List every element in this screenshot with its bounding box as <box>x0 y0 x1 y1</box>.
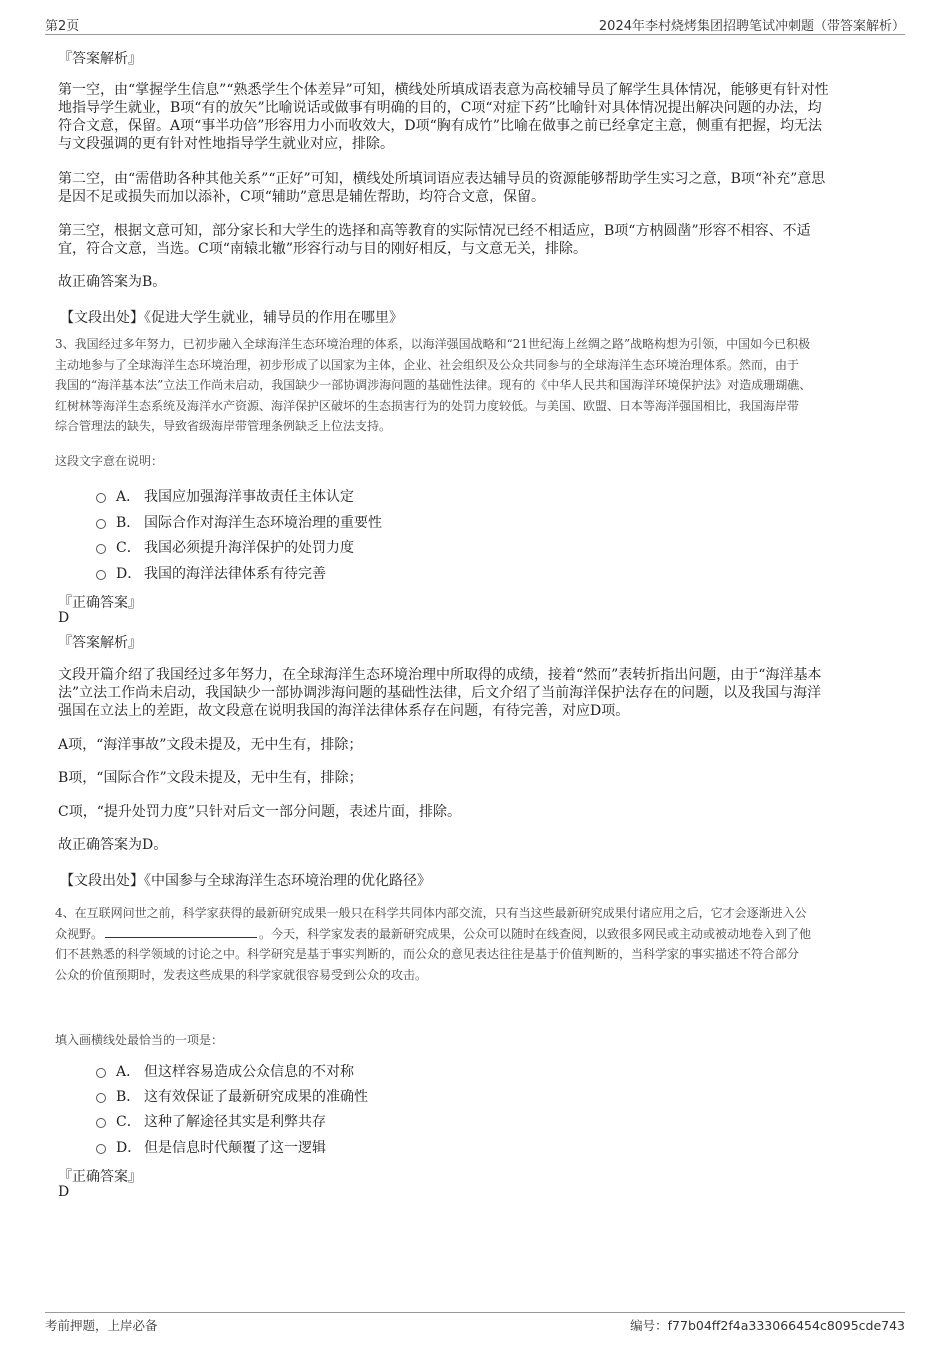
q4-option-a[interactable]: A． 但这样容易造成公众信息的不对称 <box>96 1061 354 1081</box>
q4-answer-value: D <box>58 1184 70 1200</box>
q3-explanation-c: C项，“提升处罚力度”只针对后文一部分问题，表述片面，排除。 <box>58 804 462 820</box>
q2-source: 【文段出处】《促进大学生就业，辅导员的作用在哪里》 <box>60 310 403 326</box>
q4-question-text: 4、在互联网问世之前，科学家获得的最新研究成果一般只在科学共同体内部交流，只有当这些最新研究成果付诸应用之后，它才会逐渐进入公 众视野。 。今天，科学家发表的最新研究成果，公众可以随时在线查阅，以致很多网民或主动或被动地卷入到了他 们不甚熟悉的科学领域的讨论之中。科学研究是基于事实判断的，而公众的意见表达往往是基于价值判断的，当科学家的事实描述不符合部分 公众的价值预期时，发表这些成果的科学家就很容易受到公众的攻击。 <box>55 906 812 982</box>
page-header <box>45 14 905 35</box>
radio-button-icon[interactable] <box>96 1068 106 1078</box>
document-code: 编号：f77b04ff2f4a333066454c8095cde743 <box>630 1318 905 1333</box>
q2-analysis-paragraph-1: 第一空，由“掌握学生信息”“熟悉学生个体差异”可知，横线处所填成语表意为高校辅导员了解学生具体情况，能够更有针对性 地指导学生就业，B项“有的放矢”比喻说话或做事有明确的目的，C项“对症下药”比喻针对具体情况提出解决问题的办法，均 符合文意，保留。A项“事半功倍”形容用力小而收效大，D项“胸有成竹”比喻在做事之前已经拿定主意，侧重有把握，均无法 与文段强调的更有针对性地指导学生就业对应，排除。 <box>58 82 829 152</box>
q2-conclusion: 故正确答案为B。 <box>58 274 167 290</box>
radio-button-icon[interactable] <box>96 570 106 580</box>
q3-analysis-label: 『答案解析』 <box>58 635 142 651</box>
q3-question-text: 3、我国经过多年努力，已初步融入全球海洋生态环境治理的体系，以海洋强国战略和“21世纪海上丝绸之路”战略构想为引领，中国如今已积极 主动地参与了全球海洋生态环境治理，初步形成了以国家为主体，企业、社会组织及公众共同参与的全球海洋生态环境治理体系。然而，由于 我国的“海洋基本法”立法工作尚未启动，我国缺少一部协调涉海问题的基础性法律。现有的《中华人民共和国海洋环境保护法》对造成珊瑚礁、 红树林等海洋生态系统及海洋水产资源、海洋保护区破坏的生态损害行为的处罚力度较低。与美国、欧盟、日本等海洋强国相比，我国海岸带 综合管理法的缺失，导致省级海岸带管理条例缺乏上位法支持。 <box>55 337 812 433</box>
q3-option-a[interactable]: A． 我国应加强海洋事故责任主体认定 <box>96 486 354 506</box>
radio-button-icon[interactable] <box>96 519 106 529</box>
q3-answer-label: 『正确答案』 <box>58 595 142 611</box>
radio-button-icon[interactable] <box>96 1118 106 1128</box>
q3-explanation-a: A项，“海洋事故”文段未提及，无中生有，排除； <box>58 737 363 753</box>
q2-analysis-paragraph-2: 第二空，由“需借助各种其他关系”“正好”可知，横线处所填词语应表达辅导员的资源能够帮助学生实习之意，B项“补充”意思 是因不足或损失而加以添补，C项“辅助”意思是辅佐帮助，均符合文意，保留。 <box>58 171 826 205</box>
q3-analysis-paragraph: 文段开篇介绍了我国经过多年努力，在全球海洋生态环境治理中所取得的成绩，接着“然而”表转折指出问题，由于“海洋基本 法”立法工作尚未启动，我国缺少一部协调涉海问题的基础性法律，后文介绍了当前海洋保护法存在的问题，以及我国与海洋 强国在立法上的差距，故文段意在说明我国的海洋法律体系存在问题，有待完善，对应D项。 <box>58 667 822 719</box>
q4-option-d[interactable]: D． 但是信息时代颠覆了这一逻辑 <box>96 1137 326 1157</box>
q3-option-d[interactable]: D． 我国的海洋法律体系有待完善 <box>96 563 326 583</box>
q4-option-b[interactable]: B． 这有效保证了最新研究成果的准确性 <box>96 1086 368 1106</box>
radio-button-icon[interactable] <box>96 1144 106 1154</box>
q3-option-c[interactable]: C． 我国必须提升海洋保护的处罚力度 <box>96 537 354 557</box>
q3-prompt: 这段文字意在说明： <box>55 454 164 468</box>
radio-button-icon[interactable] <box>96 1093 106 1103</box>
footer-slogan: 考前押题，上岸必备 <box>45 1318 158 1333</box>
page-number: 第2页 <box>45 19 80 34</box>
q4-prompt: 填入画横线处最恰当的一项是： <box>55 1033 224 1047</box>
q3-explanation-b: B项，“国际合作”文段未提及，无中生有，排除； <box>58 770 363 786</box>
fill-in-blank <box>105 925 257 938</box>
q3-source: 【文段出处】《中国参与全球海洋生态环境治理的优化路径》 <box>60 873 431 889</box>
radio-button-icon[interactable] <box>96 493 106 503</box>
radio-button-icon[interactable] <box>96 544 106 554</box>
q3-conclusion: 故正确答案为D。 <box>58 837 168 853</box>
q4-option-c[interactable]: C． 这种了解途径其实是利弊共存 <box>96 1111 326 1131</box>
q2-analysis-label: 『答案解析』 <box>58 51 142 67</box>
q2-analysis-paragraph-3: 第三空，根据文意可知，部分家长和大学生的选择和高等教育的实际情况已经不相适应，B项“方枘圆凿”形容不相容、不适 宜，符合文意，当选。C项“南辕北辙”形容行动与目的刚好相反，与文意无关，排除。 <box>58 223 811 257</box>
document-title: 2024年李村烧烤集团招聘笔试冲刺题（带答案解析） <box>598 19 905 34</box>
q3-option-b[interactable]: B． 国际合作对海洋生态环境治理的重要性 <box>96 512 382 532</box>
page-footer <box>45 1312 905 1337</box>
q4-answer-label: 『正确答案』 <box>58 1169 142 1185</box>
q3-answer-value: D <box>58 610 70 626</box>
